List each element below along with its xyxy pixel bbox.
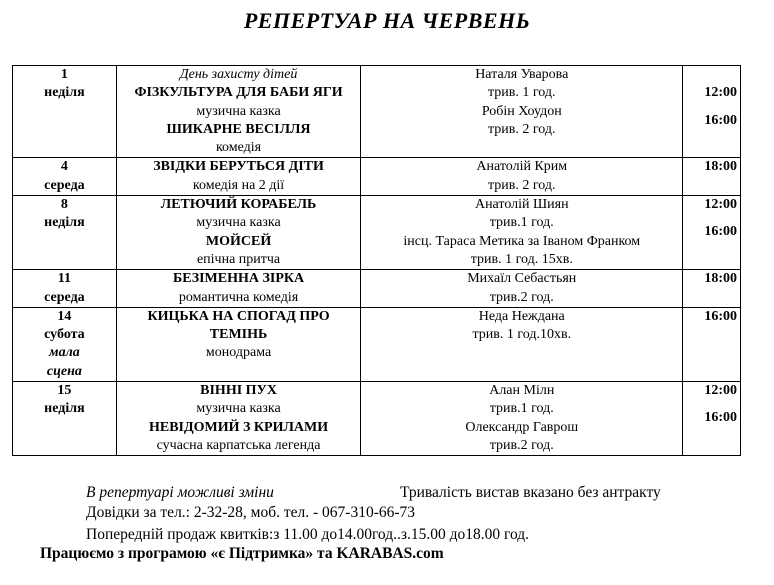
author-line: трив. 2 год. xyxy=(488,177,556,193)
author-line: Олександр Гаврош xyxy=(465,419,579,435)
play-title: ЛЕТЮЧИЙ КОРАБЕЛЬ xyxy=(160,197,317,213)
play-cell xyxy=(116,196,360,270)
play-cell xyxy=(116,66,360,158)
play-genre: епічна притча xyxy=(196,251,281,267)
author-cell xyxy=(361,382,683,456)
play-genre: комедія на 2 дії xyxy=(192,177,285,193)
author-line: Неда Неждана xyxy=(478,308,565,324)
author-line: інсц. Тараса Метика за Іваном Франком xyxy=(403,233,641,249)
play-cell xyxy=(116,158,360,196)
page-title: РЕПЕРТУАР НА ЧЕРВЕНЬ xyxy=(243,8,531,33)
stage-line: сцена xyxy=(46,363,82,379)
author-line: трив. 2 год. xyxy=(488,121,556,137)
table-row xyxy=(13,66,741,158)
time-cell xyxy=(683,307,741,381)
play-genre: музична казка xyxy=(196,215,281,231)
play-cell xyxy=(116,270,360,308)
play-genre: музична казка xyxy=(196,401,281,417)
time-cell xyxy=(683,66,741,158)
time-spacer xyxy=(686,66,737,84)
author-cell xyxy=(361,270,683,308)
play-title: ЗВІДКИ БЕРУТЬСЯ ДІТИ xyxy=(153,159,324,175)
date-line: середа xyxy=(44,177,85,193)
date-line: середа xyxy=(44,289,85,305)
presale-info: Попередній продаж квитків:з 11.00 до14.00год..з.15.00 до18.00 год. xyxy=(86,526,530,543)
author-line: Анатолій Шиян xyxy=(474,197,569,213)
date-line: неділя xyxy=(44,401,85,417)
table-row xyxy=(13,158,741,196)
time-cell xyxy=(683,382,741,456)
date-line: неділя xyxy=(44,85,85,101)
date-line: 15 xyxy=(57,383,72,399)
duration-note: Тривалість вистав вказано без антракту xyxy=(400,484,661,501)
author-line: Анатолій Крим xyxy=(476,159,568,175)
play-title: МОЙСЕЙ xyxy=(205,233,272,249)
author-line: Наталя Уварова xyxy=(475,67,569,82)
show-time: 16:00 xyxy=(704,224,737,240)
play-genre: музична казка xyxy=(196,103,281,119)
date-cell xyxy=(13,382,117,456)
author-line: трив. 1 год. 15хв. xyxy=(470,251,573,267)
show-time: 18:00 xyxy=(704,159,737,175)
date-line: неділя xyxy=(44,215,85,231)
date-cell xyxy=(13,158,117,196)
table-row xyxy=(13,270,741,308)
play-genre: комедія xyxy=(215,140,262,156)
table-row xyxy=(13,196,741,270)
play-genre: День захисту дітей xyxy=(179,67,298,82)
author-line: трив.1 год. xyxy=(489,215,554,231)
play-genre: романтична комедія xyxy=(178,289,299,305)
play-title: БЕЗІМЕННА ЗІРКА xyxy=(172,271,305,287)
show-time: 16:00 xyxy=(704,308,737,324)
play-cell xyxy=(116,307,360,381)
date-cell xyxy=(13,307,117,381)
author-line: Михаїл Себастьян xyxy=(467,271,577,287)
play-title: ШИКАРНЕ ВЕСІЛЛЯ xyxy=(166,121,311,137)
show-time: 12:00 xyxy=(704,197,737,213)
phones-info: Довідки за тел.: 2-32-28, моб. тел. - 067-310-66-73 xyxy=(86,504,416,521)
repertoire-table-body xyxy=(13,66,741,456)
author-line: Робін Хоудон xyxy=(481,103,562,119)
show-time: 16:00 xyxy=(704,112,737,128)
date-line: 4 xyxy=(60,159,68,175)
date-cell xyxy=(13,270,117,308)
author-cell xyxy=(361,196,683,270)
play-title: ТЕМІНЬ xyxy=(209,327,268,343)
time-gap xyxy=(686,400,737,409)
program-info: Працюємо з програмою «є Підтримка» та KARABAS.com xyxy=(40,545,444,562)
time-cell xyxy=(683,196,741,270)
play-title: КИЦЬКА НА СПОГАД ПРО xyxy=(147,308,330,324)
author-cell xyxy=(361,307,683,381)
show-time: 12:00 xyxy=(704,383,737,399)
author-cell xyxy=(361,66,683,158)
show-time: 12:00 xyxy=(704,85,737,101)
date-line: 8 xyxy=(60,197,68,213)
date-cell xyxy=(13,66,117,158)
time-cell xyxy=(683,270,741,308)
date-line: субота xyxy=(44,327,85,343)
play-genre: монодрама xyxy=(205,345,272,361)
show-time: 18:00 xyxy=(704,271,737,287)
date-line: 11 xyxy=(57,271,72,287)
date-line: 1 xyxy=(60,67,68,82)
time-gap xyxy=(686,103,737,112)
play-cell xyxy=(116,382,360,456)
repertoire-table xyxy=(12,65,741,456)
author-cell xyxy=(361,158,683,196)
date-line: 14 xyxy=(57,308,72,324)
date-cell xyxy=(13,196,117,270)
play-genre: сучасна карпатська легенда xyxy=(156,437,321,453)
stage-line: мала xyxy=(49,345,80,361)
table-row xyxy=(13,382,741,456)
author-line: трив. 1 год. xyxy=(488,85,556,101)
show-time: 16:00 xyxy=(704,410,737,426)
author-line: трив. 1 год.10хв. xyxy=(472,327,572,343)
author-line: трив.2 год. xyxy=(489,289,554,305)
play-title: ВІННІ ПУХ xyxy=(200,383,277,399)
time-cell xyxy=(683,158,741,196)
changes-note: В репертуарі можливі зміни xyxy=(86,484,274,501)
author-line: трив.2 год. xyxy=(489,437,554,453)
author-line: Алан Мілн xyxy=(489,383,555,399)
play-title: НЕВІДОМИЙ З КРИЛАМИ xyxy=(148,419,329,435)
table-row xyxy=(13,307,741,381)
play-title: ФІЗКУЛЬТУРА ДЛЯ БАБИ ЯГИ xyxy=(134,85,343,101)
time-gap xyxy=(686,214,737,223)
author-line: трив.1 год. xyxy=(489,401,554,417)
